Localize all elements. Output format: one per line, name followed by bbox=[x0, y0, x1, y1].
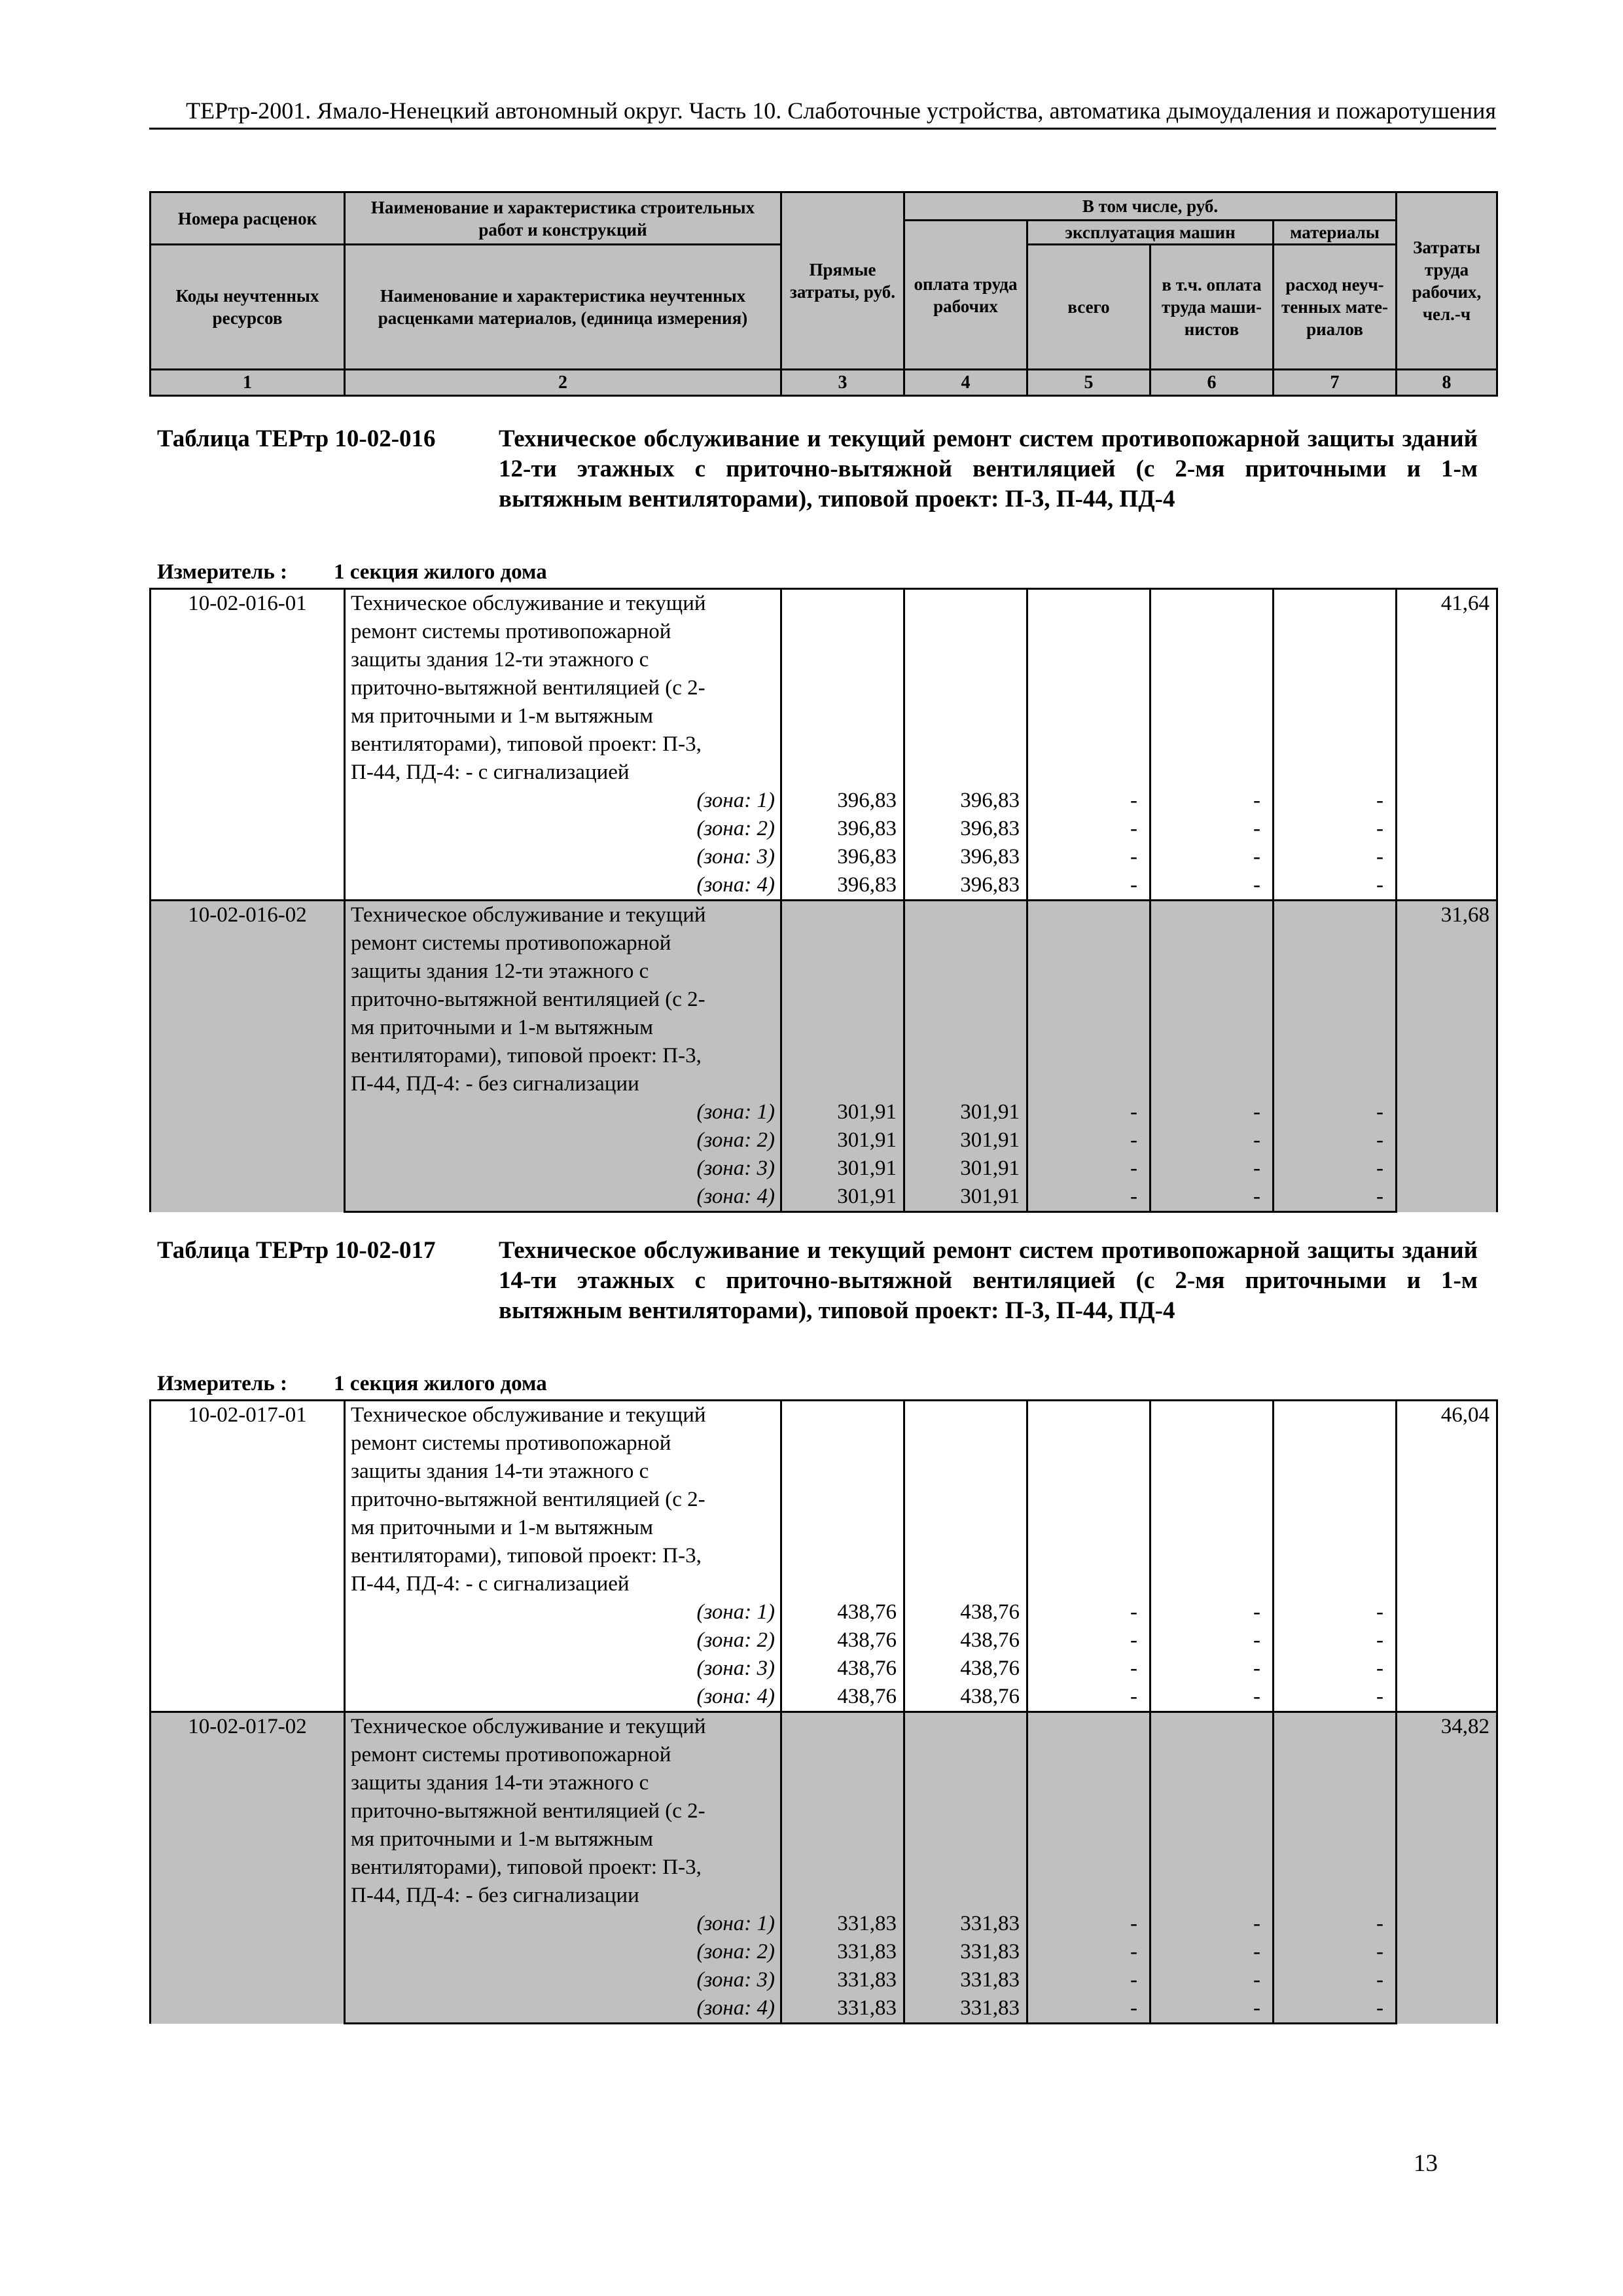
materials-cost: - bbox=[1274, 1994, 1397, 2024]
machines-total: - bbox=[1027, 1183, 1150, 1212]
materials-cost: - bbox=[1274, 1938, 1397, 1966]
header-number-2: 2 bbox=[345, 370, 781, 396]
direct-cost: 396,83 bbox=[781, 871, 904, 901]
zone-label: (зона: 2) bbox=[345, 1626, 781, 1655]
labor-cost: 31,68 bbox=[1397, 901, 1497, 1212]
worker-wages: 301,91 bbox=[904, 1155, 1027, 1183]
header-number-5: 5 bbox=[1027, 370, 1150, 396]
machinist-wages: - bbox=[1150, 871, 1274, 901]
zone-row bbox=[151, 787, 1497, 815]
rate-code: 10-02-016-01 bbox=[151, 589, 345, 901]
direct-cost: 438,76 bbox=[781, 1655, 904, 1683]
rate-name-line: ремонт системы противопожарной bbox=[351, 931, 671, 955]
worker-wages: 396,83 bbox=[904, 787, 1027, 815]
measurer-value: 1 секция жилого дома bbox=[334, 1372, 547, 1395]
machines-total: - bbox=[1027, 1910, 1150, 1938]
zone-row bbox=[151, 1683, 1497, 1712]
zone-label: (зона: 4) bbox=[345, 871, 781, 901]
rate-name-line: Техническое обслуживание и текущий bbox=[351, 1403, 706, 1427]
machines-total: - bbox=[1027, 1098, 1150, 1126]
zone-label: (зона: 3) bbox=[345, 1655, 781, 1683]
machinist-wages: - bbox=[1150, 1626, 1274, 1655]
machinist-wages: - bbox=[1150, 1994, 1274, 2024]
header-machinist-wages: в т.ч. оплата труда маши-нистов bbox=[1150, 245, 1274, 370]
materials-cost: - bbox=[1274, 843, 1397, 871]
rate-name-line: мя приточными и 1-м вытяжным bbox=[351, 1016, 653, 1039]
table-row bbox=[151, 589, 1497, 787]
header-rate-numbers: Номера расценок bbox=[151, 192, 345, 245]
machinist-wages: - bbox=[1150, 815, 1274, 843]
header-worker-wages: оплата труда рабочих bbox=[904, 221, 1027, 370]
materials-cost: - bbox=[1274, 815, 1397, 843]
table-row bbox=[151, 1712, 1497, 1910]
materials-cost: - bbox=[1274, 1910, 1397, 1938]
machinist-wages: - bbox=[1150, 1683, 1274, 1712]
worker-wages: 396,83 bbox=[904, 871, 1027, 901]
rate-name-line: приточно-вытяжной вентиляцией (с 2- bbox=[351, 1488, 705, 1511]
worker-wages: 301,91 bbox=[904, 1183, 1027, 1212]
machines-total: - bbox=[1027, 843, 1150, 871]
zone-label: (зона: 1) bbox=[345, 1598, 781, 1626]
direct-cost: 396,83 bbox=[781, 815, 904, 843]
header-material-name: Наименование и характеристика неучтенных расценками материалов, (единица измерения) bbox=[345, 245, 781, 370]
header-number-1: 1 bbox=[151, 370, 345, 396]
zone-label: (зона: 1) bbox=[345, 1098, 781, 1126]
table-row bbox=[151, 1401, 1497, 1599]
worker-wages: 396,83 bbox=[904, 815, 1027, 843]
rate-name-line: ремонт системы противопожарной bbox=[351, 620, 671, 643]
measurer bbox=[157, 1371, 547, 1397]
rate-name-line: П-44, ПД-4: - без сигнализации bbox=[351, 1884, 639, 1907]
measurer bbox=[157, 559, 547, 585]
rate-name-line: приточно-вытяжной вентиляцией (с 2- bbox=[351, 676, 705, 700]
machinist-wages: - bbox=[1150, 787, 1274, 815]
materials-cost: - bbox=[1274, 1655, 1397, 1683]
header-including-group: В том числе, руб. bbox=[904, 192, 1397, 221]
zone-label: (зона: 2) bbox=[345, 1126, 781, 1155]
worker-wages: 331,83 bbox=[904, 1966, 1027, 1994]
zone-row bbox=[151, 1966, 1497, 1994]
machines-total: - bbox=[1027, 871, 1150, 901]
page-header: ТЕРтр-2001. Ямало-Ненецкий автономный округ. Часть 10. Слаботочные устройства, автоматика дымоудаления и пожаротушения bbox=[149, 96, 1496, 130]
header-number-7: 7 bbox=[1274, 370, 1397, 396]
materials-cost: - bbox=[1274, 1966, 1397, 1994]
rate-name-line: Техническое обслуживание и текущий bbox=[351, 1715, 706, 1738]
worker-wages: 438,76 bbox=[904, 1655, 1027, 1683]
zone-label: (зона: 1) bbox=[345, 1910, 781, 1938]
rate-name-line: ремонт системы противопожарной bbox=[351, 1431, 671, 1455]
labor-cost: 46,04 bbox=[1397, 1401, 1497, 1712]
worker-wages: 438,76 bbox=[904, 1683, 1027, 1712]
measurer-label: Измеритель : bbox=[157, 560, 288, 584]
materials-cost: - bbox=[1274, 1155, 1397, 1183]
machinist-wages: - bbox=[1150, 843, 1274, 871]
zone-row bbox=[151, 1994, 1497, 2024]
materials-cost: - bbox=[1274, 1598, 1397, 1626]
direct-cost: 438,76 bbox=[781, 1626, 904, 1655]
direct-cost: 331,83 bbox=[781, 1994, 904, 2024]
direct-cost: 331,83 bbox=[781, 1966, 904, 1994]
direct-cost: 301,91 bbox=[781, 1098, 904, 1126]
materials-cost: - bbox=[1274, 1098, 1397, 1126]
zone-row bbox=[151, 1910, 1497, 1938]
rate-name-line: защиты здания 14-ти этажного с bbox=[351, 1771, 649, 1795]
machines-total: - bbox=[1027, 1994, 1150, 2024]
rate-name-line: защиты здания 14-ти этажного с bbox=[351, 1460, 649, 1483]
rate-code: 10-02-016-02 bbox=[151, 901, 345, 1212]
rate-name-line: Техническое обслуживание и текущий bbox=[351, 903, 706, 927]
header-direct-costs: Прямые затраты, руб. bbox=[781, 192, 904, 370]
machines-total: - bbox=[1027, 1966, 1150, 1994]
machines-total: - bbox=[1027, 815, 1150, 843]
header-number-3: 3 bbox=[781, 370, 904, 396]
direct-cost: 331,83 bbox=[781, 1910, 904, 1938]
machines-total: - bbox=[1027, 1938, 1150, 1966]
rates-table bbox=[149, 588, 1498, 1213]
worker-wages: 331,83 bbox=[904, 1910, 1027, 1938]
direct-cost: 331,83 bbox=[781, 1938, 904, 1966]
section-description: Техническое обслуживание и текущий ремонт систем противопожарной защиты зданий 12-ти этажных с приточно-вытяжной вентиляцией (с 2-мя приточными и 1-м вытяжным вентиляторами), типовой проект: П-3, П-44, ПД-4 bbox=[499, 425, 1478, 512]
rate-code: 10-02-017-01 bbox=[151, 1401, 345, 1712]
labor-cost: 34,82 bbox=[1397, 1712, 1497, 2024]
rate-name-line: ремонт системы противопожарной bbox=[351, 1743, 671, 1767]
machinist-wages: - bbox=[1150, 1655, 1274, 1683]
section-label: Таблица ТЕРтр 10-02-016 bbox=[157, 425, 436, 452]
zone-row bbox=[151, 1098, 1497, 1126]
zone-row bbox=[151, 1626, 1497, 1655]
zone-row bbox=[151, 871, 1497, 901]
machinist-wages: - bbox=[1150, 1155, 1274, 1183]
zone-row bbox=[151, 1598, 1497, 1626]
machinist-wages: - bbox=[1150, 1938, 1274, 1966]
measurer-label: Измеритель : bbox=[157, 1372, 288, 1395]
worker-wages: 396,83 bbox=[904, 843, 1027, 871]
section-label: Таблица ТЕРтр 10-02-017 bbox=[157, 1237, 436, 1264]
zone-row bbox=[151, 1126, 1497, 1155]
zone-row bbox=[151, 1183, 1497, 1212]
header-machine-operation: эксплуатация машин bbox=[1027, 221, 1274, 245]
direct-cost: 301,91 bbox=[781, 1126, 904, 1155]
materials-cost: - bbox=[1274, 1183, 1397, 1212]
materials-cost: - bbox=[1274, 1626, 1397, 1655]
rate-name-line: защиты здания 12-ти этажного с bbox=[351, 960, 649, 983]
machinist-wages: - bbox=[1150, 1183, 1274, 1212]
header-resource-codes: Коды неучтенных ресурсов bbox=[151, 245, 345, 370]
header-materials: материалы bbox=[1274, 221, 1397, 245]
zone-row bbox=[151, 843, 1497, 871]
zone-label: (зона: 4) bbox=[345, 1683, 781, 1712]
header-number-6: 6 bbox=[1150, 370, 1274, 396]
zone-row bbox=[151, 1155, 1497, 1183]
worker-wages: 301,91 bbox=[904, 1098, 1027, 1126]
worker-wages: 301,91 bbox=[904, 1126, 1027, 1155]
rate-name-line: приточно-вытяжной вентиляцией (с 2- bbox=[351, 988, 705, 1011]
worker-wages: 331,83 bbox=[904, 1938, 1027, 1966]
zone-label: (зона: 4) bbox=[345, 1183, 781, 1212]
header-machines-total: всего bbox=[1027, 245, 1150, 370]
materials-cost: - bbox=[1274, 1683, 1397, 1712]
machinist-wages: - bbox=[1150, 1910, 1274, 1938]
direct-cost: 438,76 bbox=[781, 1598, 904, 1626]
zone-label: (зона: 3) bbox=[345, 1966, 781, 1994]
rate-name-line: Техническое обслуживание и текущий bbox=[351, 592, 706, 615]
rate-name-line: мя приточными и 1-м вытяжным bbox=[351, 1827, 653, 1851]
zone-label: (зона: 3) bbox=[345, 843, 781, 871]
machinist-wages: - bbox=[1150, 1598, 1274, 1626]
zone-row bbox=[151, 1655, 1497, 1683]
header-labor-costs: Затраты труда рабочих, чел.-ч bbox=[1397, 192, 1497, 370]
machinist-wages: - bbox=[1150, 1098, 1274, 1126]
machines-total: - bbox=[1027, 1683, 1150, 1712]
machinist-wages: - bbox=[1150, 1966, 1274, 1994]
machines-total: - bbox=[1027, 787, 1150, 815]
machines-total: - bbox=[1027, 1598, 1150, 1626]
zone-label: (зона: 1) bbox=[345, 787, 781, 815]
rate-name-line: мя приточными и 1-м вытяжным bbox=[351, 1516, 653, 1539]
zone-label: (зона: 2) bbox=[345, 815, 781, 843]
zone-label: (зона: 4) bbox=[345, 1994, 781, 2024]
worker-wages: 331,83 bbox=[904, 1994, 1027, 2024]
table-row bbox=[151, 901, 1497, 1099]
direct-cost: 301,91 bbox=[781, 1183, 904, 1212]
page-number: 13 bbox=[1414, 2150, 1438, 2177]
direct-cost: 396,83 bbox=[781, 787, 904, 815]
direct-cost: 301,91 bbox=[781, 1155, 904, 1183]
rate-name-line: вентиляторами), типовой проект: П-3, bbox=[351, 1044, 702, 1067]
worker-wages: 438,76 bbox=[904, 1626, 1027, 1655]
header-material-consumption: расход неуч-тенных мате-риалов bbox=[1274, 245, 1397, 370]
worker-wages: 438,76 bbox=[904, 1598, 1027, 1626]
zone-row bbox=[151, 815, 1497, 843]
header-work-name: Наименование и характеристика строительных работ и конструкций bbox=[345, 192, 781, 245]
materials-cost: - bbox=[1274, 871, 1397, 901]
rate-name-line: П-44, ПД-4: - с сигнализацией bbox=[351, 1572, 630, 1596]
section-description: Техническое обслуживание и текущий ремонт систем противопожарной защиты зданий 14-ти этажных с приточно-вытяжной вентиляцией (с 2-мя приточными и 1-м вытяжным вентиляторами), типовой проект: П-3, П-44, ПД-4 bbox=[499, 1237, 1478, 1324]
column-header-table bbox=[149, 191, 1498, 397]
rate-name-line: приточно-вытяжной вентиляцией (с 2- bbox=[351, 1799, 705, 1823]
rate-name-line: вентиляторами), типовой проект: П-3, bbox=[351, 1856, 702, 1879]
direct-cost: 396,83 bbox=[781, 843, 904, 871]
measurer-value: 1 секция жилого дома bbox=[334, 560, 547, 584]
labor-cost: 41,64 bbox=[1397, 589, 1497, 901]
materials-cost: - bbox=[1274, 787, 1397, 815]
zone-row bbox=[151, 1938, 1497, 1966]
zone-label: (зона: 2) bbox=[345, 1938, 781, 1966]
rate-name-line: П-44, ПД-4: - с сигнализацией bbox=[351, 761, 630, 784]
rate-name-line: защиты здания 12-ти этажного с bbox=[351, 648, 649, 672]
rate-name-line: вентиляторами), типовой проект: П-3, bbox=[351, 1544, 702, 1568]
header-number-8: 8 bbox=[1397, 370, 1497, 396]
machinist-wages: - bbox=[1150, 1126, 1274, 1155]
machines-total: - bbox=[1027, 1626, 1150, 1655]
machines-total: - bbox=[1027, 1155, 1150, 1183]
zone-label: (зона: 3) bbox=[345, 1155, 781, 1183]
rate-name-line: мя приточными и 1-м вытяжным bbox=[351, 704, 653, 728]
rate-code: 10-02-017-02 bbox=[151, 1712, 345, 2024]
header-number-4: 4 bbox=[904, 370, 1027, 396]
direct-cost: 438,76 bbox=[781, 1683, 904, 1712]
materials-cost: - bbox=[1274, 1126, 1397, 1155]
machines-total: - bbox=[1027, 1126, 1150, 1155]
rate-name-line: П-44, ПД-4: - без сигнализации bbox=[351, 1072, 639, 1096]
rates-table bbox=[149, 1399, 1498, 2024]
rate-name-line: вентиляторами), типовой проект: П-3, bbox=[351, 732, 702, 756]
machines-total: - bbox=[1027, 1655, 1150, 1683]
